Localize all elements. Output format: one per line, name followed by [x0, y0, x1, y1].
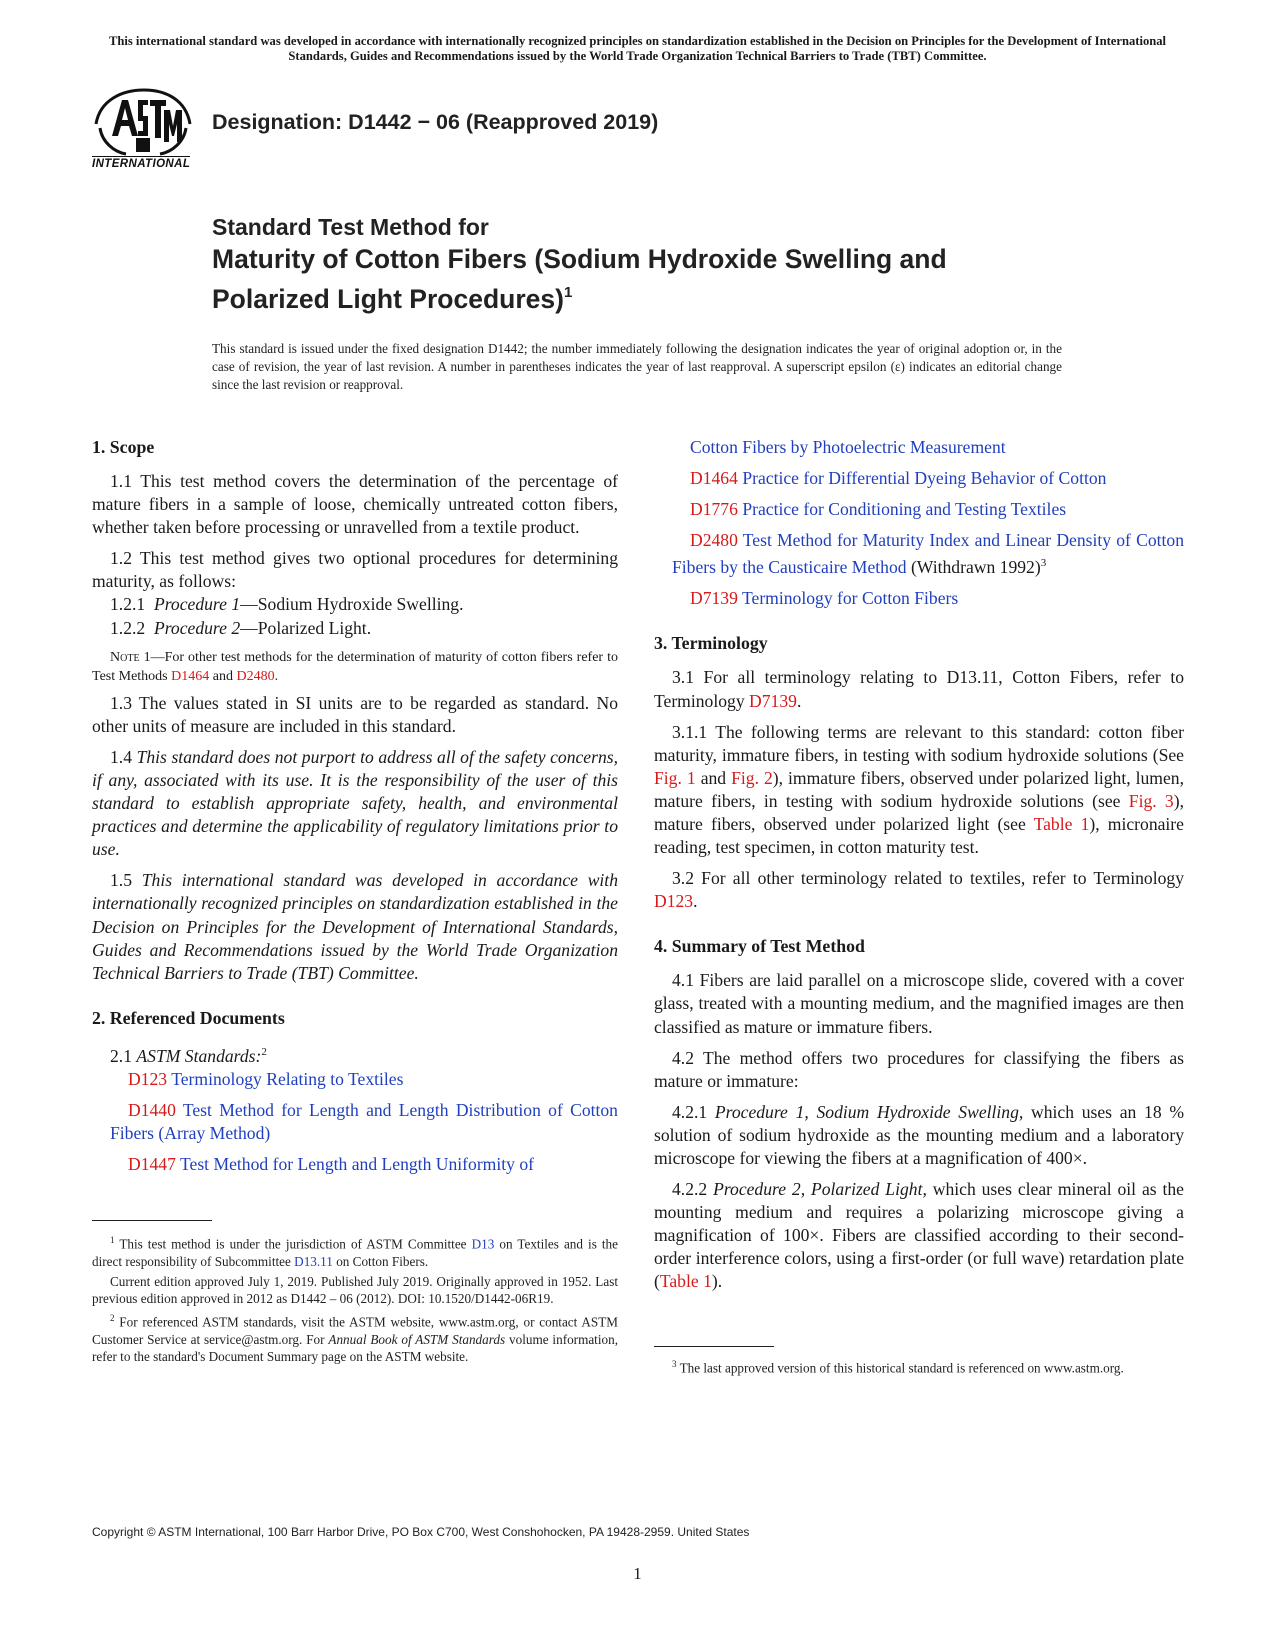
- title-footnote-mark[interactable]: 1: [563, 284, 573, 301]
- link-d1464[interactable]: D1464: [171, 668, 210, 684]
- para-2-1: 2.1 ASTM Standards:$^2$: [110, 1045, 267, 1066]
- para-1-1: 1.1 This test method covers the determination of the percentage of mature fibers in a sample of loose, chemically untreated cotton fibers, whether taken before processing or unravelled from a textile product.: [92, 471, 618, 538]
- right-footnote: [654, 1356, 1184, 1379]
- logo-text: INTERNATIONAL: [92, 158, 191, 170]
- title-line-1: Standard Test Method for: [212, 214, 489, 240]
- ref-d123[interactable]: D123 Terminology Relating to Textiles: [128, 1068, 404, 1089]
- para-4-2-1: 4.2.1 Procedure 1, Sodium Hydroxide Swelling, which uses an 18 % solution of sodium hydroxide as the mounting medium and a laboratory microscope for viewing the fibers at a magnification of 400×.: [654, 1101, 1184, 1169]
- designation: Designation: D1442 − 06 (Reapproved 2019): [212, 110, 659, 134]
- ref-d7139[interactable]: D7139 Terminology for Cotton Fibers: [690, 588, 959, 609]
- top-notice: This international standard was developed in accordance with internationally recognized principles on standardization established in the Decision on Principles for the Development of International Standards, Guides and Recommendations issued by the World Trade Organization Technical Barriers to Trade (TBT) Committee.: [108, 34, 1167, 63]
- ref-d1447-continued[interactable]: Cotton Fibers by Photoelectric Measurement: [690, 437, 1006, 457]
- page-number: 1: [633, 1564, 642, 1583]
- note-1: Note 1—For other test methods for the determination of maturity of cotton fibers refer to Test Methods D1464 and D2480.: [92, 649, 618, 684]
- para-4-2: 4.2 The method offers two procedures for classifying the fibers as mature or immature:: [654, 1047, 1184, 1091]
- footnote-2: $^2$ For referenced ASTM standards, visit the ASTM website, www.astm.org, or contact ASTM Customer Service at service@astm.org. For Annual Book of ASTM Standards volume information, refer to the standard's Document Summary page on the ASTM website.: [92, 1312, 619, 1365]
- footnote-3: $^3$ The last approved version of this historical standard is referenced on www.astm.org.: [672, 1359, 1124, 1376]
- section-4-heading: 4. Summary of Test Method: [654, 936, 865, 957]
- section-1-heading: 1. Scope: [92, 437, 155, 457]
- ref-d1464[interactable]: D1464 Practice for Differential Dyeing Behavior of Cotton: [690, 468, 1107, 489]
- para-3-1-1: 3.1.1 The following terms are relevant to this standard: cotton fiber maturity, immature fibers, in testing with sodium hydroxide solutions (See Fig. 1 and Fig. 2), immature fibers, observed under polarized light, lumen, mature fibers, in testing with sodium hydroxide solutions (see Fig. 3), mature fibers, observed under polarized light (see Table 1), micronaire reading, test specimen, in cotton maturity test.: [654, 721, 1184, 858]
- footnote-1: $^1$ This test method is under the jurisdiction of ASTM Committee D13 on Textiles and is the direct responsibility of Subcommittee D13.11 on Cotton Fibers.: [92, 1235, 618, 1269]
- para-3-1: 3.1 For all terminology relating to D13.11, Cotton Fibers, refer to Terminology D7139.: [654, 667, 1184, 711]
- title-line-3: Polarized Light Procedures)$^1$: [212, 284, 573, 314]
- ref-d1776[interactable]: D1776 Practice for Conditioning and Testing Textiles: [690, 499, 1067, 520]
- link-d2480[interactable]: D2480: [236, 668, 275, 684]
- para-1-5: 1.5 This international standard was developed in accordance with internationally recognized principles on standardization established in the Decision on Principles for the Development of International Standards, Guides and Recommendations issued by the World Trade Organization Technical Barriers to Trade (TBT) Committee.: [92, 870, 618, 983]
- para-1-2-2: 1.2.2 Procedure 2—Polarized Light.: [110, 617, 372, 638]
- footnote-1-edition: Current edition approved July 1, 2019. Published July 2019. Originally approved in 1952. Last previous edition approved in 2012 as D1442 – 06 (2012). DOI: 10.1520/D1442-06R19.: [92, 1273, 618, 1307]
- title-line-2: Maturity of Cotton Fibers (Sodium Hydroxide Swelling and: [212, 244, 947, 274]
- document-title: [212, 212, 1112, 316]
- link-fig-1[interactable]: Fig. 1: [654, 767, 696, 788]
- link-table-1[interactable]: Table 1: [1033, 813, 1090, 834]
- link-table-1-b[interactable]: Table 1: [659, 1271, 712, 1292]
- link-d123[interactable]: D123: [654, 891, 694, 912]
- section-3-heading: 3. Terminology: [654, 633, 768, 654]
- para-3-2: 3.2 For all other terminology related to textiles, refer to Terminology D123.: [654, 868, 1184, 912]
- para-4-2-2: 4.2.2 Procedure 2, Polarized Light, which uses clear mineral oil as the mounting medium and requires a polarizing microscope giving a magnification of 100×. Fibers are classified according to their second-order interference colors, using a first-order (or full wave) retardation plate (Table 1).: [654, 1179, 1184, 1292]
- left-footnote-rule: [92, 1220, 212, 1221]
- para-1-3: 1.3 The values stated in SI units are to be regarded as standard. No other units of measure are included in this standard.: [92, 692, 618, 736]
- link-fig-3[interactable]: Fig. 3: [1128, 790, 1174, 811]
- link-fig-2[interactable]: Fig. 2: [731, 767, 773, 788]
- para-1-2-1: 1.2.1 Procedure 1—Sodium Hydroxide Swelling.: [110, 594, 464, 615]
- ref-d1447[interactable]: D1447 Test Method for Length and Length Uniformity of: [128, 1154, 534, 1175]
- right-footnote-rule: [654, 1346, 774, 1347]
- para-1-4: 1.4 This standard does not purport to address all of the safety concerns, if any, associated with its use. It is the responsibility of the user of this standard to establish appropriate safety, health, and environmental practices and determine the applicability of regulatory limitations prior to use.: [92, 746, 618, 860]
- ref-d2480[interactable]: D2480 Test Method for Maturity Index and Linear Density of Cotton Fibers by the Causticaire Method (Withdrawn 1992)$^3$: [672, 530, 1184, 578]
- section-2-heading: 2. Referenced Documents: [92, 1007, 285, 1028]
- link-d13-11[interactable]: D13.11: [294, 1253, 333, 1269]
- ref-d1440[interactable]: D1440 Test Method for Length and Length Distribution of Cotton Fibers (Array Method): [110, 1099, 618, 1143]
- copyright-line: Copyright © ASTM International, 100 Barr Harbor Drive, PO Box C700, West Conshohocken, PA 19428-2959. United States: [92, 1525, 750, 1539]
- issue-note: This standard is issued under the fixed designation D1442; the number immediately following the designation indicates the year of original adoption or, in the case of revision, the year of last revision. A number in parentheses indicates the year of last reapproval. A superscript epsilon (ε) indicates an editorial change since the last revision or reapproval.: [212, 341, 1062, 392]
- link-d13[interactable]: D13: [471, 1236, 495, 1252]
- left-footnotes: [92, 1232, 618, 1368]
- link-d7139[interactable]: D7139: [749, 690, 797, 711]
- para-4-1: 4.1 Fibers are laid parallel on a microscope slide, covered with a cover glass, treated with a mounting medium, and the magnified images are then classified as mature or immature fibers.: [654, 970, 1184, 1037]
- para-1-2: 1.2 This test method gives two optional procedures for determining maturity, as follows:: [92, 548, 618, 592]
- right-column: [654, 436, 1184, 1302]
- left-column: [92, 436, 618, 1184]
